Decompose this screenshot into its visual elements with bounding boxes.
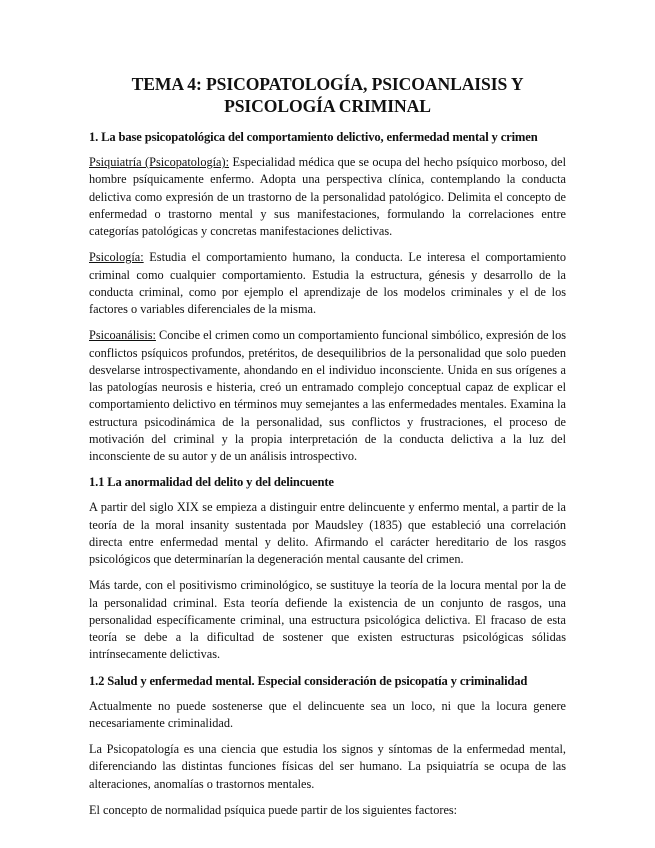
paragraph: Actualmente no puede sostenerse que el delincuente sea un loco, ni que la locura genere necesariamente criminalidad. [89,698,566,730]
paragraph-text: Especialidad médica que se ocupa del hecho psíquico morboso, del hombre psíquicamente enfermo. Adopta una perspectiva clínica, contemplando la conducta delictiva como expresión de un trastorno de la personalidad patológico. Delimita el concepto de enfermedad o trastorno mental y sus manifestaciones, formulando la correlaciones entre categorías patológicas y concretas manifestaciones delictivas. [89,155,567,238]
section-heading-1-2: 1.2 Salud y enfermedad mental. Especial consideración de psicopatía y criminalidad [89,673,528,688]
paragraph-text: Concibe el crimen como un comportamiento funcional simbólico, expresión de los conflictos psíquicos profundos, pretéritos, de desequilibrios de la personalidad que solo pueden desvelarse introspectivamente, ahondando en el individuo inconsciente. Unida en sus orígenes a las patologías neurosis e histeria, creó un entramado complejo conceptual capaz de explicar el comportamiento delictivo en términos muy semejantes a las enfermedades mentales. Examina la estructura psicodinámica de la personalidad, sus conflictos y frustraciones, el proceso de motivación del criminal y la propia interpretación de la conducta delictiva a la luz del inconsciente de su autor y de un análisis introspectivo. [89,328,566,463]
section-heading-1: 1. La base psicopatológica del comportamiento delictivo, enfermedad mental y crimen [89,130,538,144]
title-line-1: TEMA 4: PSICOPATOLOGÍA, PSICOANLAISIS Y [131,74,524,94]
paragraph-psicoanalisis [89,327,566,465]
document-title [89,73,566,117]
paragraph-text: Estudia el comportamiento humano, la conducta. Le interesa el comportamiento criminal como cualquier comportamiento. Estudia la estructura, génesis y desarrollo de la conducta criminal, como por ejemplo el aprendizaje de los modelos criminales y el de los factores o variables diferenciales de la misma. [89,250,566,316]
paragraph-psiquiatria [89,154,566,240]
term-psicologia: Psicología: [89,250,144,265]
title-line-2: PSICOLOGÍA CRIMINAL [224,96,431,116]
paragraph: La Psicopatología es una ciencia que estudia los signos y síntomas de la enfermedad mental, diferenciando las distintas funciones físicas del ser humano. La psiquiatría se ocupa de las alteraciones, anomalías o trastornos mentales. [89,742,566,791]
paragraph: A partir del siglo XIX se empieza a distinguir entre delincuente y enfermo mental, a partir de la teoría de la moral insanity sustentada por Maudsley (1835) que estableció una correlación directa entre enfermedad mental y delito. Afirmando el carácter hereditario de los rasgos psicológicos que determinarían la degeneración mental causante del crimen. [89,500,566,566]
paragraph-psicologia [89,249,566,318]
paragraph: Más tarde, con el positivismo criminológico, se sustituye la teoría de la locura mental por la de la personalidad criminal. Esta teoría defiende la existencia de un conjunto de rasgos, una personalidad específicamente criminal, una estructura psicológica delictiva. El fracaso de esta teoría se debe a la dificultad de sostener que existen estructuras psicológicas sólidas intrínsecamente delictivas. [89,578,566,662]
term-psiquiatria: Psiquiatría (Psicopatología): [89,155,230,169]
section-heading-1-1: 1.1 La anormalidad del delito y del delincuente [89,475,334,490]
paragraph: El concepto de normalidad psíquica puede partir de los siguientes factores: [89,802,458,817]
term-psicoanalisis: Psicoanálisis: [89,328,156,343]
page-content [89,73,566,828]
